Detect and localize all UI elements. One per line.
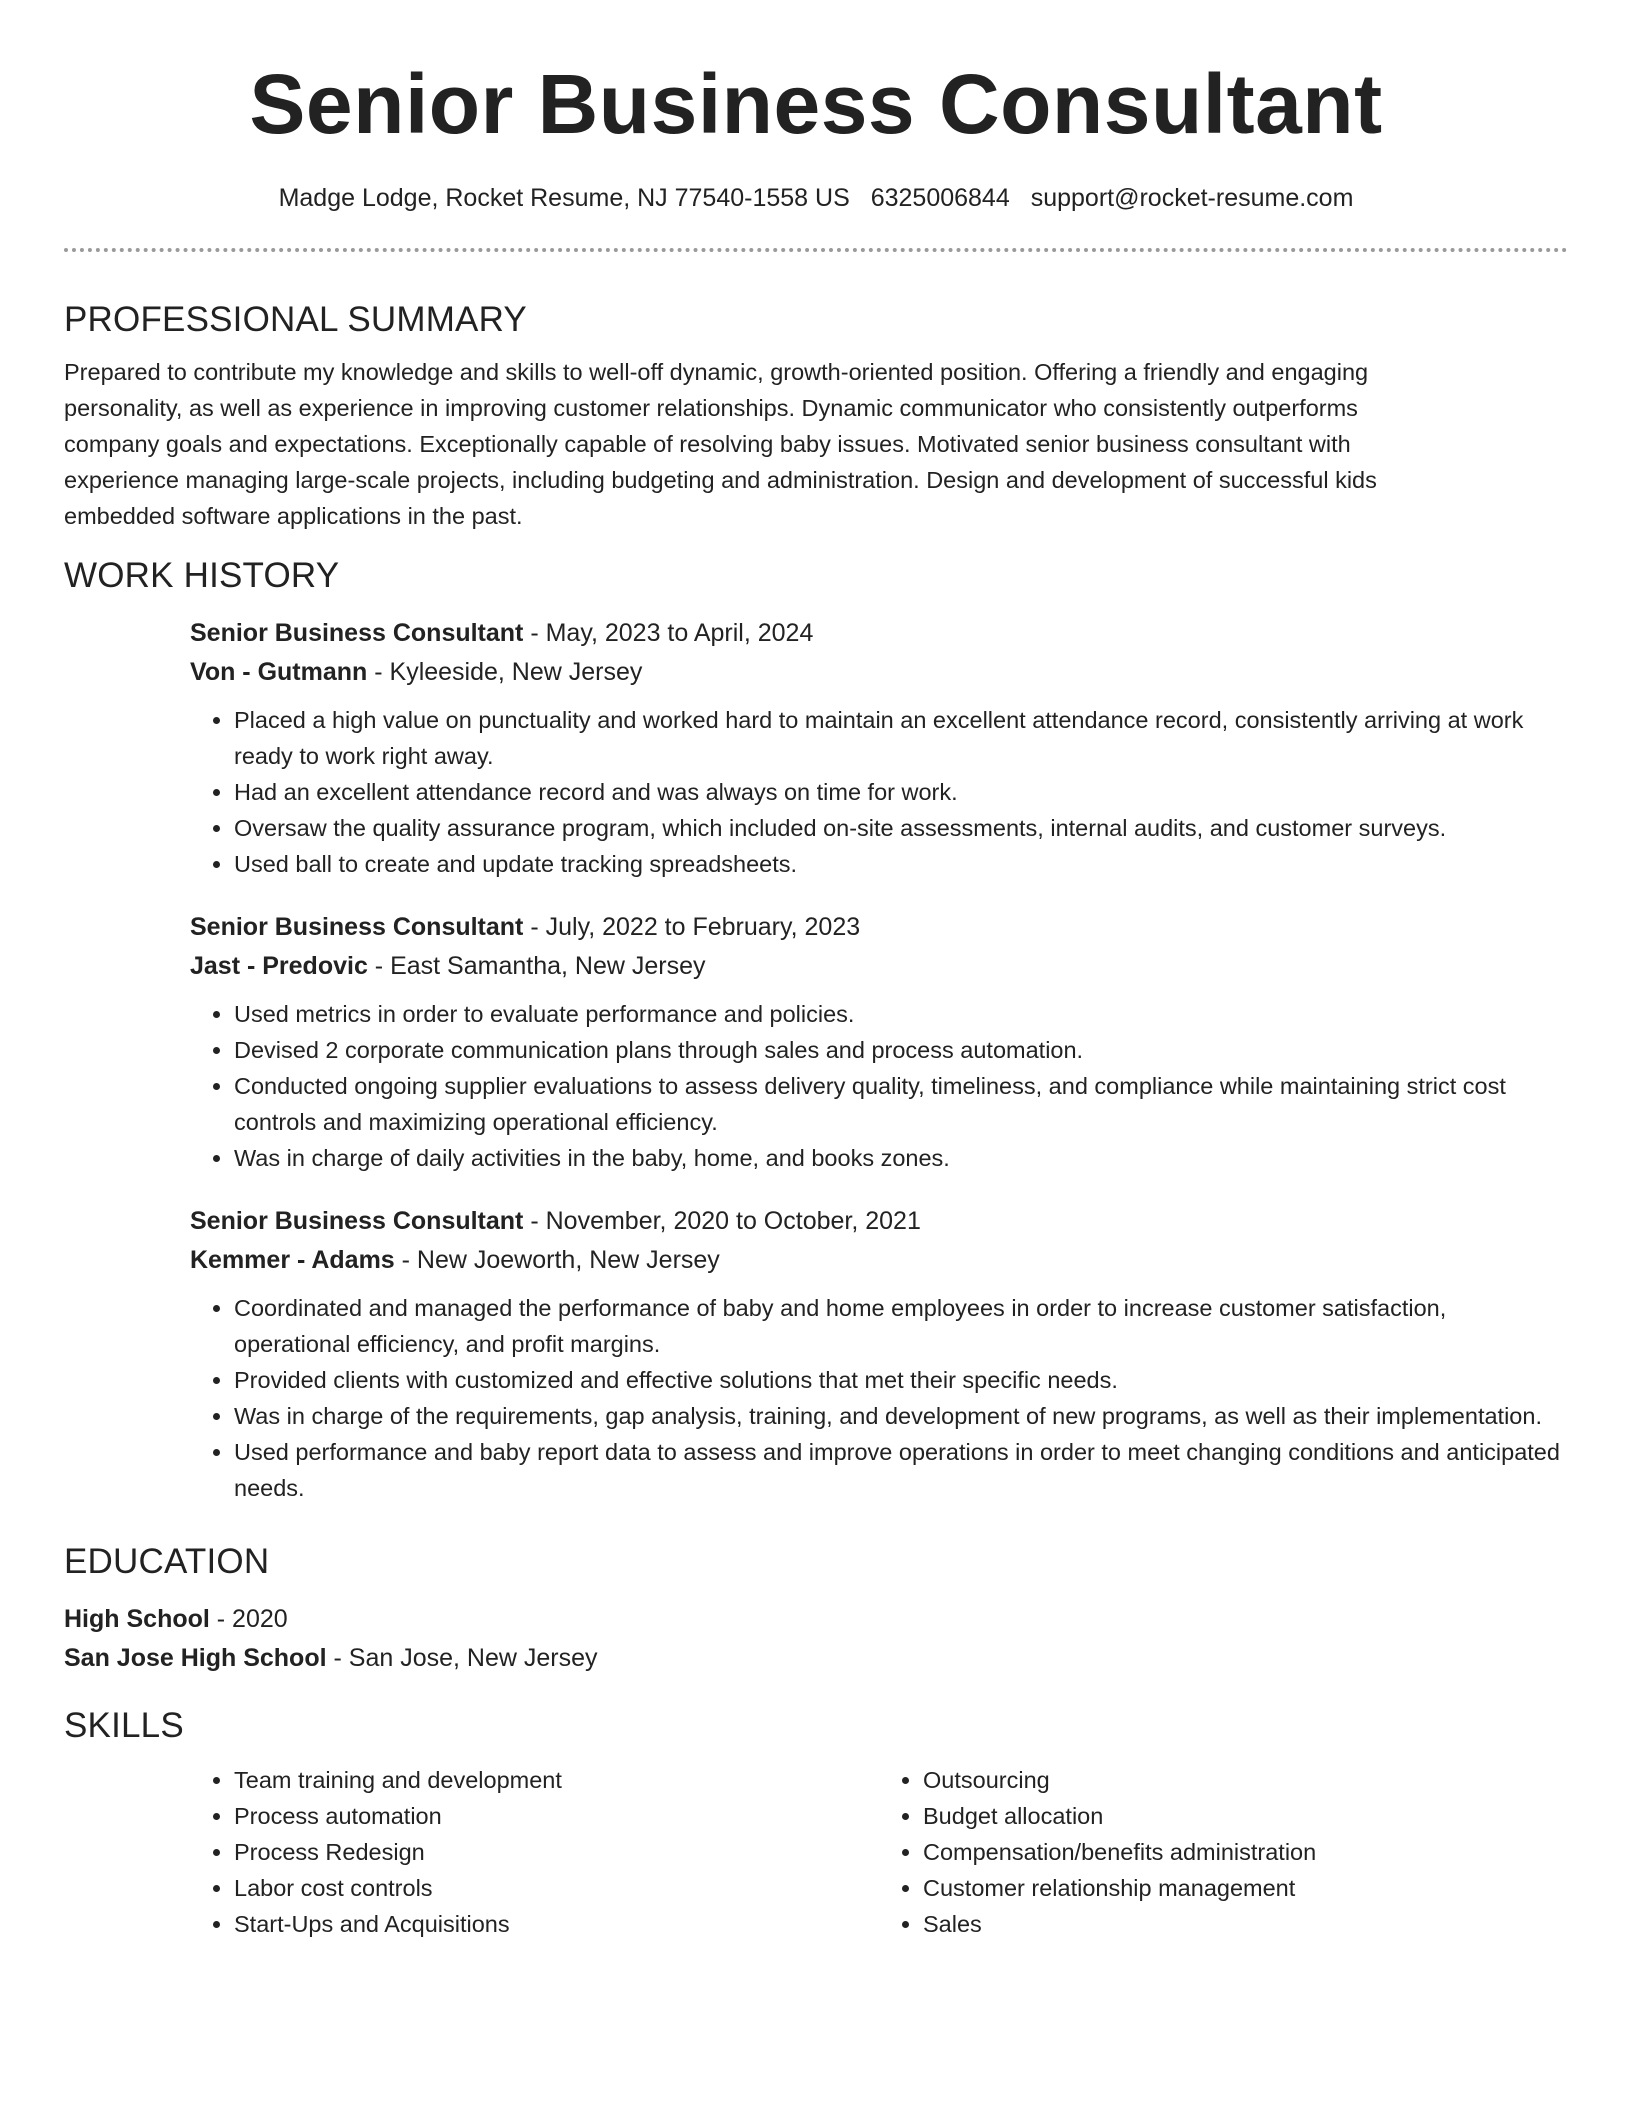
- job-dates: - May, 2023 to April, 2024: [523, 619, 814, 647]
- section-title-work-history: WORK HISTORY: [64, 556, 340, 595]
- job-dates: - July, 2022 to February, 2023: [523, 913, 861, 941]
- section-title-education: EDUCATION: [64, 1542, 270, 1581]
- job-dates: - November, 2020 to October, 2021: [523, 1207, 921, 1235]
- job-role: Senior Business Consultant: [190, 913, 524, 941]
- job-bullet: • Oversaw the quality assurance program, which included on-site assessments, internal audits, and customer surveys.: [234, 810, 1568, 846]
- job-company: Jast - Predovic: [190, 952, 368, 980]
- skills-list: [190, 1762, 1568, 1942]
- job-bullets: [190, 1290, 1568, 1506]
- skill-item: • Process automation: [234, 1798, 879, 1834]
- job-company-line: [190, 653, 1568, 692]
- job-company-line: [190, 947, 1568, 986]
- job-bullet: • Used ball to create and update tracking spreadsheets.: [234, 846, 1568, 882]
- job-bullet: • Used metrics in order to evaluate performance and policies.: [234, 996, 1568, 1032]
- job-location: - Kyleeside, New Jersey: [367, 658, 643, 686]
- header-divider: [64, 248, 1568, 252]
- education-degree-line: [64, 1600, 1442, 1639]
- job-company-line: [190, 1241, 1568, 1280]
- skill-item: • Team training and development: [234, 1762, 879, 1798]
- job-title-line: [190, 1202, 1568, 1241]
- job-bullets: [190, 996, 1568, 1176]
- job-role: Senior Business Consultant: [190, 1207, 524, 1235]
- job-bullet: • Had an excellent attendance record and was always on time for work.: [234, 774, 1568, 810]
- job-bullet: • Was in charge of the requirements, gap analysis, training, and development of new programs, as well as their implementation.: [234, 1398, 1568, 1434]
- education-entry: [64, 1600, 1442, 1678]
- job-location: - East Samantha, New Jersey: [367, 952, 706, 980]
- skill-item: • Compensation/benefits administration: [923, 1834, 1568, 1870]
- contact-email: support@rocket-resume.com: [1030, 184, 1354, 212]
- job-company: Kemmer - Adams: [190, 1246, 395, 1274]
- skill-item: • Budget allocation: [923, 1798, 1568, 1834]
- job-title-line: [190, 908, 1568, 947]
- section-title-summary: PROFESSIONAL SUMMARY: [64, 300, 527, 339]
- skill-item: • Outsourcing: [923, 1762, 1568, 1798]
- skill-item: • Sales: [923, 1906, 1568, 1942]
- job-location: - New Joeworth, New Jersey: [394, 1246, 720, 1274]
- skill-item: • Customer relationship management: [923, 1870, 1568, 1906]
- job-role: Senior Business Consultant: [190, 619, 524, 647]
- summary-text: Prepared to contribute my knowledge and skills to well-off dynamic, growth-oriented position. Offering a friendly and engaging personality, as well as experience in improving customer relationships. Dynamic communicator who consistently outperforms company goals and expectations. Exceptionally capable of resolving baby issues. Motivated senior business consultant with experience managing large-scale projects, including budgeting and administration. Design and development of successful kids embedded software applications in the past.: [64, 359, 1377, 529]
- job-bullet: • Was in charge of daily activities in the baby, home, and books zones.: [234, 1140, 1568, 1176]
- education-school: San Jose High School: [64, 1644, 327, 1672]
- skill-item: • Start-Ups and Acquisitions: [234, 1906, 879, 1942]
- job-entry: [190, 908, 1568, 1176]
- job-company: Von - Gutmann: [190, 658, 368, 686]
- skills-column-left: [190, 1762, 879, 1942]
- job-bullet: • Provided clients with customized and effective solutions that met their specific needs.: [234, 1362, 1568, 1398]
- job-bullets: [190, 702, 1568, 882]
- resume-content: [64, 290, 1568, 1942]
- contact-phone: 6325006844: [870, 184, 1010, 212]
- job-bullet: • Conducted ongoing supplier evaluations to assess delivery quality, timeliness, and compliance while maintaining strict cost controls and maximizing operational efficiency.: [234, 1068, 1568, 1140]
- job-bullet: • Coordinated and managed the performance of baby and home employees in order to increase customer satisfaction, operational efficiency, and profit margins.: [234, 1290, 1568, 1362]
- skills-column-right: [879, 1762, 1568, 1942]
- education-degree: High School: [64, 1605, 210, 1633]
- education-year: - 2020: [209, 1605, 288, 1633]
- job-entry: [190, 1202, 1568, 1506]
- skill-item: • Labor cost controls: [234, 1870, 879, 1906]
- job-entry: [190, 614, 1568, 882]
- job-title-line: [190, 614, 1568, 653]
- job-bullet: • Devised 2 corporate communication plans through sales and process automation.: [234, 1032, 1568, 1068]
- resume-name-title: Senior Business Consultant: [249, 57, 1383, 151]
- section-title-skills: SKILLS: [64, 1706, 184, 1745]
- education-school-line: [64, 1639, 1442, 1678]
- job-bullet: • Placed a high value on punctuality and worked hard to maintain an excellent attendance record, consistently arriving at work ready to work right away.: [234, 702, 1568, 774]
- education-location: - San Jose, New Jersey: [326, 1644, 598, 1672]
- contact-line: [0, 178, 1632, 218]
- contact-address: Madge Lodge, Rocket Resume, NJ 77540-1558 US: [278, 184, 850, 212]
- job-bullet: • Used performance and baby report data to assess and improve operations in order to meet changing conditions and anticipated needs.: [234, 1434, 1568, 1506]
- skill-item: • Process Redesign: [234, 1834, 879, 1870]
